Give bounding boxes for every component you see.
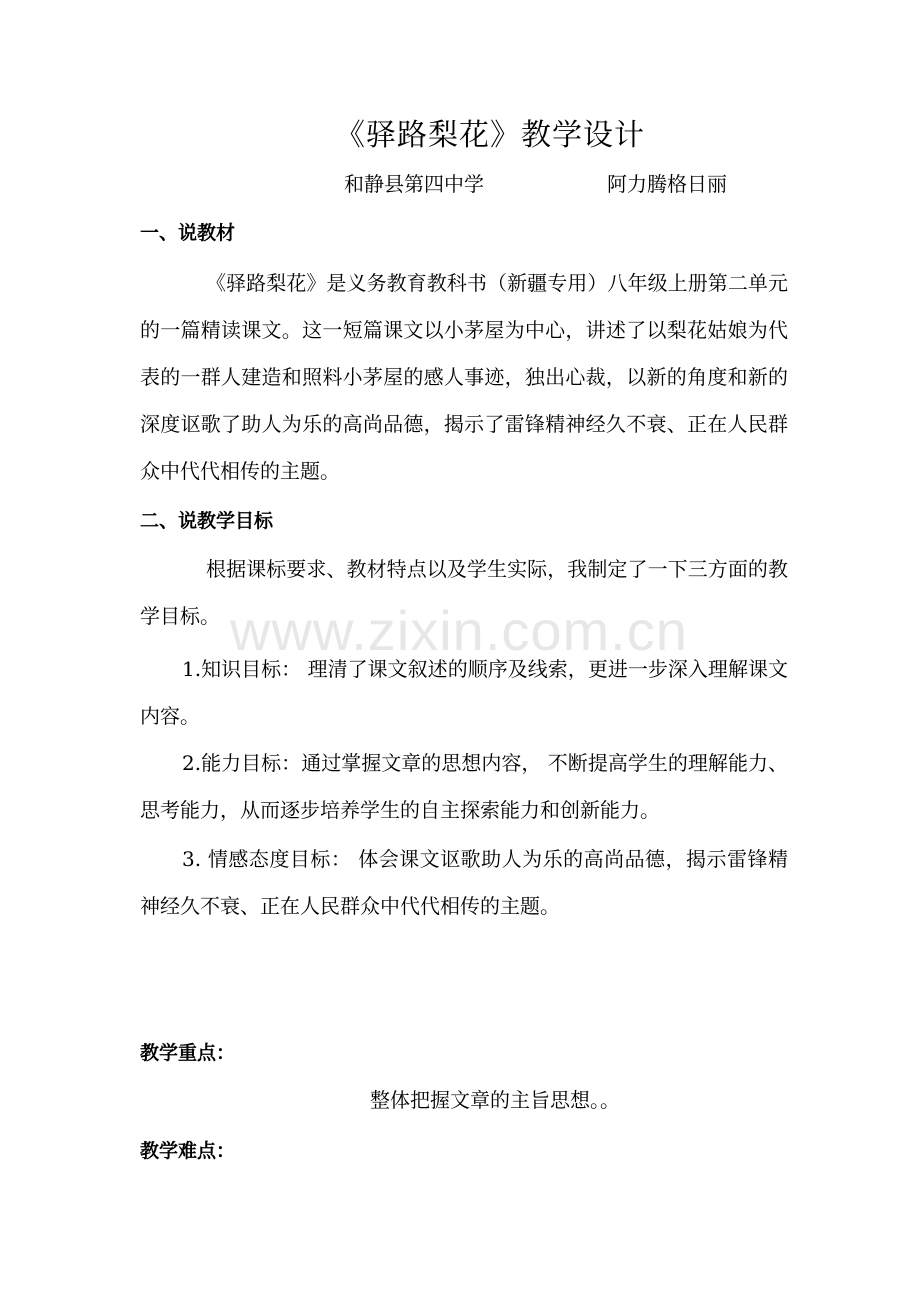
watermark: www.zixin.com.cn: [230, 599, 688, 662]
difficult-point-heading: 教学难点：: [140, 1140, 236, 1162]
document-title: 《驿路梨花》教学设计: [335, 118, 645, 153]
byline: [344, 168, 727, 200]
key-point-heading: 教学重点：: [140, 1042, 236, 1064]
section-body-textbook: 《驿路梨花》是义务教育教科书（新疆专用）八年级上册第二单元的一篇精读课文。这一短篇课文以小茅屋为中心，讲述了以梨花姑娘为代表的一群人建造和照料小茅屋的感人事迹，独出心裁，以新的角度和新的深度讴歌了助人为乐的高尚品德，揭示了雷锋精神经久不衰、正在人民群众中代代相传的主题。: [140, 271, 788, 483]
section-heading-goals: 二、说教学目标: [140, 510, 274, 532]
goals-intro: 根据课标要求、教材特点以及学生实际，我制定了一下三方面的教学目标。: [140, 557, 788, 628]
school-name: 和静县第四中学: [344, 172, 484, 196]
key-point-text: 整体把握文章的主旨思想。。: [370, 1088, 620, 1112]
goal-attitude: 3. 情感态度目标： 体会课文讴歌助人为乐的高尚品德，揭示雷锋精神经久不衰、正在人民群众中代代相传的主题。: [140, 847, 788, 918]
goal-ability: 2.能力目标：通过掌握文章的思想内容， 不断提高学生的理解能力、思考能力，从而逐步培养学生的自主探索能力和创新能力。: [140, 751, 788, 822]
author-name: 阿力腾格日丽: [607, 172, 727, 196]
goal-knowledge: 1.知识目标： 理清了课文叙述的顺序及线索，更进一步深入理解课文内容。: [140, 657, 788, 728]
section-heading-textbook: 一、说教材: [140, 222, 236, 244]
